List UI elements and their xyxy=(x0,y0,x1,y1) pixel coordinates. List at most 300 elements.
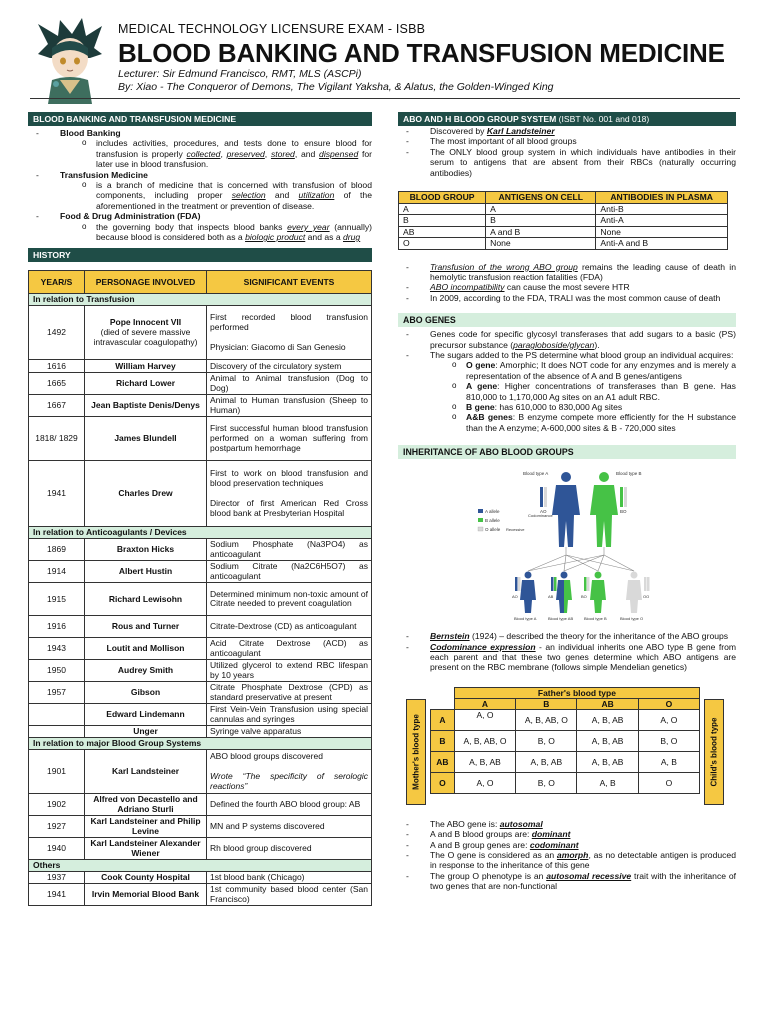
inheritance-bullet xyxy=(398,631,736,641)
child-label-box xyxy=(704,699,724,805)
parent-a-genotype: AO xyxy=(540,509,547,515)
event-text: Discovery of the circulatory system xyxy=(210,360,342,371)
blood-group-cell: B xyxy=(486,215,596,227)
gene-item xyxy=(430,360,736,381)
genes-sublist xyxy=(430,360,736,433)
section-heading-history: HISTORY xyxy=(28,248,372,262)
gene-description: : Higher concentrations of transferases than B gene. Has 810,000 to 1,170,000 Ag sites on an A1 adult RBC. xyxy=(466,381,736,402)
summary-part: amorph xyxy=(556,850,589,861)
abo-transfusion-bullet xyxy=(398,282,736,292)
intro-text-part: biologic product xyxy=(245,232,306,243)
abo-bullets xyxy=(398,126,736,178)
summary-part: A and B blood groups are: xyxy=(430,829,532,840)
history-personage xyxy=(85,794,207,816)
abo-transfusion-part: Transfusion of the wrong ABO group xyxy=(430,261,578,272)
abo-bullet-part: The ONLY blood group system in which individuals have antibodies in their serum to antigens that are absent from their RBCs (naturally occurring antibodies) xyxy=(430,146,736,178)
history-event xyxy=(207,395,372,417)
blood-group-cell: None xyxy=(596,226,728,238)
blood-group-cell: B xyxy=(399,215,486,227)
history-personage xyxy=(85,682,207,704)
history-year: 1950 xyxy=(29,660,85,682)
section-heading-intro: BLOOD BANKING AND TRANSFUSION MEDICINE xyxy=(28,112,372,126)
history-event xyxy=(207,360,372,373)
table-row xyxy=(29,660,372,682)
summary-bullet xyxy=(398,850,736,871)
punnett-cell: A, O xyxy=(454,772,515,793)
history-personage xyxy=(85,616,207,638)
summary-part: The O gene is considered as an xyxy=(430,850,557,861)
abo-transfusion-part: can cause the most severe HTR xyxy=(504,282,630,293)
history-year: 1667 xyxy=(29,395,85,417)
personage-name: Cook County Hospital xyxy=(101,872,190,883)
genes-bullet xyxy=(398,329,736,350)
genes-bullet-part: ). xyxy=(594,339,600,350)
page-header xyxy=(0,0,768,110)
summary-part: The group O phenotype is an xyxy=(430,870,547,881)
punnett-cell: B, O xyxy=(638,730,699,751)
intro-text-part: utilization xyxy=(298,190,335,201)
personage-name: Jean Baptiste Denis/Denys xyxy=(91,400,200,411)
history-event xyxy=(207,872,372,884)
history-header-year: YEAR/S xyxy=(29,271,85,294)
recessive-label: Recessive xyxy=(506,527,525,533)
intro-term: Blood Banking xyxy=(60,128,121,138)
history-year: 1616 xyxy=(29,360,85,373)
event-text: Sodium Phosphate (Na3PO4) as anticoagulant xyxy=(210,539,368,559)
blood-group-cell: A xyxy=(399,203,486,215)
history-year: 1916 xyxy=(29,616,85,638)
history-year: 1940 xyxy=(29,838,85,860)
table-row xyxy=(29,616,372,638)
inheritance-term: Bernstein xyxy=(430,631,470,642)
punnett-cell: A, O xyxy=(638,709,699,730)
inheritance-text: (1924) – described the theory for the inheritance of the ABO groups xyxy=(469,631,729,642)
child-ab-genotype: AB xyxy=(548,594,554,600)
personage-name: Karl Landsteiner Alexander Wiener xyxy=(90,838,201,858)
history-event xyxy=(207,660,372,682)
genes-bullet xyxy=(398,350,736,433)
table-row xyxy=(29,794,372,816)
history-event xyxy=(207,373,372,395)
blood-group-header: ANTIGENS ON CELL xyxy=(486,192,596,204)
event-text: Syringe valve apparatus xyxy=(210,726,302,737)
history-year: 1492 xyxy=(29,306,85,360)
intro-text-part: for later use in blood transfusion. xyxy=(96,148,373,170)
table-row xyxy=(431,751,700,772)
abo-bullet-part: Discovered by xyxy=(430,126,487,136)
punnett-cell: A, O xyxy=(454,709,515,730)
punnett-cell: A, B, AB, O xyxy=(516,709,577,730)
child-a-figure xyxy=(520,572,536,614)
intro-text-part: of the aforementioned in the treatment or prevention of disease. xyxy=(96,190,372,211)
abo-transfusion-part: ABO incompatibility xyxy=(430,282,505,293)
summary-part: The ABO gene is: xyxy=(430,818,500,829)
abo-heading-suffix: (ISBT No. 001 and 018) xyxy=(556,114,650,124)
history-year: 1869 xyxy=(29,539,85,561)
history-personage xyxy=(85,561,207,583)
legend-swatch-o xyxy=(478,527,483,531)
personage-name: Alfred von Decastello and Adriano Sturli xyxy=(93,794,198,814)
event-text: Rh blood group discovered xyxy=(210,843,312,854)
event-text: First to work on blood transfusion and blood preservation techniques xyxy=(210,468,368,489)
child-a-label: Blood type A xyxy=(514,616,537,622)
table-row xyxy=(29,872,372,884)
history-year: 1937 xyxy=(29,872,85,884)
history-year: 1927 xyxy=(29,816,85,838)
blood-group-cell: O xyxy=(399,238,486,250)
event-text: MN and P systems discovered xyxy=(210,821,325,832)
history-group-label: In relation to Transfusion xyxy=(29,294,372,306)
father-type-header: O xyxy=(638,698,699,709)
child-o-genotype: OO xyxy=(643,594,650,600)
abo-bullet xyxy=(398,126,736,136)
history-event xyxy=(207,816,372,838)
legend-swatch-a xyxy=(478,509,483,513)
gene-name: O gene xyxy=(466,360,496,371)
history-personage xyxy=(85,417,207,461)
genes-bullet-text: The sugars added to the PS determine what blood group an individual acquires: xyxy=(430,349,734,360)
summary-bullet xyxy=(398,840,736,850)
section-heading-genes: ABO GENES xyxy=(398,313,736,327)
history-event xyxy=(207,884,372,906)
intro-definition xyxy=(60,180,372,211)
event-text: Sodium Citrate (Na2C6H5O7) as anticoagulant xyxy=(210,561,368,581)
event-text: Citrate Phosphate Dextrose (CPD) as standard preservative at present xyxy=(210,682,368,702)
table-row xyxy=(29,539,372,561)
summary-part: autosomal xyxy=(499,818,543,829)
child-a-genotype: AO xyxy=(512,594,518,600)
abo-transfusion-bullet xyxy=(398,262,736,283)
mother-type-header: B xyxy=(431,730,455,751)
punnett-cell: B, O xyxy=(516,772,577,793)
history-year: 1943 xyxy=(29,638,85,660)
personage-name: Albert Hustin xyxy=(118,566,173,577)
child-ab-figure xyxy=(556,572,572,614)
table-row xyxy=(29,583,372,616)
page-title: BLOOD BANKING AND TRANSFUSION MEDICINE xyxy=(118,38,725,68)
history-group-row xyxy=(29,294,372,306)
character-avatar-icon xyxy=(30,14,110,104)
legend-b-label: B allele xyxy=(485,518,500,524)
intro-item xyxy=(28,128,372,170)
history-event xyxy=(207,750,372,794)
history-event xyxy=(207,794,372,816)
history-group-label: In relation to major Blood Group Systems xyxy=(29,738,372,750)
legend-a-label: A allele xyxy=(485,509,500,515)
punnett-cell: A, B, AB xyxy=(454,751,515,772)
abo-transfusion-bullets xyxy=(398,262,736,304)
summary-part: autosomal recessive xyxy=(546,870,632,881)
intro-text-part: , and xyxy=(294,148,320,159)
child-b-label: Blood type B xyxy=(584,616,607,622)
child-ab-label: Blood type AB xyxy=(548,616,574,622)
history-personage xyxy=(85,306,207,360)
history-personage xyxy=(85,726,207,738)
event-text: Animal to Animal transfusion (Dog to Dog) xyxy=(210,373,368,393)
inheritance-text: - an individual inherits one ABO type B gene from each parent and that these two genes determine which ABO antigens are present on the RBC membrane (follows simple Mendelian genetics) xyxy=(430,641,737,673)
table-row xyxy=(29,838,372,860)
intro-text-part: collected xyxy=(186,148,221,159)
parent-a-label: Blood type A xyxy=(523,471,549,477)
history-group-label: In relation to Anticoagulants / Devices xyxy=(29,527,372,539)
history-event xyxy=(207,616,372,638)
intro-term: Food & Drug Administration (FDA) xyxy=(60,211,201,222)
intro-sublist xyxy=(60,222,372,243)
history-personage xyxy=(85,360,207,373)
intro-text-part: selection xyxy=(231,190,266,201)
exam-subtitle: MEDICAL TECHNOLOGY LICENSURE EXAM - ISBB xyxy=(118,22,426,36)
personage-name: Karl Landsteiner xyxy=(111,766,180,777)
history-event xyxy=(207,838,372,860)
table-row xyxy=(29,704,372,726)
gene-name: B gene xyxy=(466,402,495,412)
summary-bullet xyxy=(398,871,736,892)
event-text: Utilized glycerol to extend RBC lifespan by 10 years xyxy=(210,660,368,680)
table-row xyxy=(399,226,728,238)
history-personage xyxy=(85,838,207,860)
history-header-events: SIGNIFICANT EVENTS xyxy=(207,271,372,294)
legend-o-label: O allele xyxy=(485,527,501,533)
abo-bullet xyxy=(398,136,736,146)
codominance-label: Codominance xyxy=(528,513,553,519)
event-text: Citrate-Dextrose (CD) as anticoagulant xyxy=(210,621,357,632)
personage-name: Pope Innocent VII xyxy=(109,317,182,328)
parent-b-figure xyxy=(590,472,618,547)
personage-name: James Blundell xyxy=(114,433,177,444)
table-row xyxy=(399,203,728,215)
punnett-cell: A, B, AB xyxy=(577,709,638,730)
summary-bullet xyxy=(398,819,736,829)
intro-definition xyxy=(60,222,372,243)
personage-name: Loutit and Mollison xyxy=(106,643,185,654)
table-row xyxy=(29,816,372,838)
intro-definition xyxy=(60,138,372,169)
history-personage xyxy=(85,583,207,616)
event-text: 1st blood bank (Chicago) xyxy=(210,872,305,883)
child-o-figure xyxy=(626,572,642,614)
history-personage xyxy=(85,638,207,660)
intro-text-part: stored xyxy=(270,148,295,159)
history-event xyxy=(207,583,372,616)
punnett-cell: A, B, AB, O xyxy=(454,730,515,751)
table-row xyxy=(29,306,372,360)
history-year: 1957 xyxy=(29,682,85,704)
table-row xyxy=(29,726,372,738)
event-text-secondary: Director of first American Red Cross blood bank at Presbyterian Hospital xyxy=(210,497,368,518)
history-group-label: Others xyxy=(29,860,372,872)
event-text-secondary: Wrote “The specificity of serologic reactions” xyxy=(210,771,368,791)
personage-name: Richard Lower xyxy=(115,378,176,389)
history-personage xyxy=(85,816,207,838)
personage-name: Karl Landsteiner and Philip Levine xyxy=(90,816,201,836)
inheritance-bullets xyxy=(398,631,736,673)
intro-sublist xyxy=(60,180,372,211)
inheritance-diagram xyxy=(398,465,736,625)
section-heading-abo xyxy=(398,112,736,126)
abo-gene-summary xyxy=(398,819,736,892)
punnett-block xyxy=(406,687,724,805)
history-group-row xyxy=(29,860,372,872)
table-row xyxy=(29,561,372,583)
table-row xyxy=(29,750,372,794)
event-text: First recorded blood transfusion performed xyxy=(210,312,368,333)
table-row xyxy=(29,373,372,395)
summary-part: A and B group genes are: xyxy=(430,839,530,850)
punnett-cell: A, B, AB xyxy=(516,751,577,772)
history-personage xyxy=(85,373,207,395)
punnett-cell: A, B, AB xyxy=(577,751,638,772)
personage-name: William Harvey xyxy=(115,360,176,371)
abo-bullet-part: The most important of all blood groups xyxy=(430,136,577,147)
event-text: First Vein-Vein Transfusion using special cannulas and syringes xyxy=(210,704,368,724)
lecturer-line: Lecturer: Sir Edmund Francisco, RMT, MLS (ASCPi) xyxy=(118,68,362,80)
gene-description: : has 610,000 to 830,000 Ag sites xyxy=(494,402,623,412)
intro-text-part: the governing body that inspects blood banks xyxy=(96,221,288,232)
punnett-cell: A, B xyxy=(638,751,699,772)
event-text: Acid Citrate Dextrose (ACD) as anticoagulant xyxy=(210,638,368,658)
father-type-header: AB xyxy=(577,698,638,709)
inheritance-connectors xyxy=(528,547,634,571)
blood-group-cell: A and B xyxy=(486,226,596,238)
history-year xyxy=(29,704,85,726)
history-event xyxy=(207,461,372,527)
table-row xyxy=(29,360,372,373)
personage-name: Rous and Turner xyxy=(111,621,180,632)
header-divider xyxy=(30,98,740,99)
history-event xyxy=(207,539,372,561)
history-personage xyxy=(85,461,207,527)
summary-part: trait with the inheritance of two genes that are non-functional xyxy=(430,870,736,892)
gene-item xyxy=(430,412,736,433)
mother-type-header: A xyxy=(431,709,455,730)
history-personage xyxy=(85,395,207,417)
intro-item xyxy=(28,211,372,242)
parent-b-chromosome-2 xyxy=(624,487,627,507)
abo-transfusion-bullet xyxy=(398,293,736,303)
summary-part: , as no detectable antigen is produced in response to the inheritance of this gene xyxy=(430,850,736,871)
section-heading-inheritance: INHERITANCE OF ABO BLOOD GROUPS xyxy=(398,445,736,459)
gene-name: A&B genes xyxy=(466,412,513,423)
intro-list xyxy=(28,128,372,242)
history-year: 1915 xyxy=(29,583,85,616)
blood-group-cell: A xyxy=(486,203,596,215)
history-event xyxy=(207,726,372,738)
abo-heading-text: ABO AND H BLOOD GROUP SYSTEM xyxy=(403,114,557,124)
table-row xyxy=(29,884,372,906)
event-text: First successful human blood transfusion performed on a woman suffering from postpartum hemorrhage xyxy=(210,423,368,453)
blood-group-header: ANTIBODIES IN PLASMA xyxy=(596,192,728,204)
parent-b-genotype: BO xyxy=(620,509,627,515)
history-personage xyxy=(85,660,207,682)
history-year: 1914 xyxy=(29,561,85,583)
mother-blood-type-label: Mother's blood type xyxy=(411,714,421,790)
history-group-row xyxy=(29,527,372,539)
personage-name: Charles Drew xyxy=(118,488,173,499)
child-b-genotype: BO xyxy=(581,594,587,600)
table-row xyxy=(431,709,700,730)
blood-group-cell: Anti-B xyxy=(596,203,728,215)
intro-text-part: every year xyxy=(287,221,330,232)
personage-name: Richard Lewisohn xyxy=(108,593,183,604)
inheritance-bullet xyxy=(398,642,736,673)
table-row xyxy=(29,417,372,461)
table-row xyxy=(29,461,372,527)
history-year: 1941 xyxy=(29,461,85,527)
table-row xyxy=(399,215,728,227)
event-text: 1st community based blood center (San Francisco) xyxy=(210,884,368,904)
inheritance-term: Codominance expression xyxy=(430,641,536,652)
child-b-figure xyxy=(590,572,606,614)
legend-swatch-b xyxy=(478,518,483,522)
punnett-cell: O xyxy=(638,772,699,793)
history-year: 1941 xyxy=(29,884,85,906)
history-year: 1901 xyxy=(29,750,85,794)
intro-text-part: includes activities, procedures, and tests done to ensure blood for transfusion is properly xyxy=(96,138,372,159)
table-row xyxy=(431,730,700,751)
event-text: Animal to Human transfusion (Sheep to Human) xyxy=(210,395,368,415)
table-row xyxy=(29,395,372,417)
abo-transfusion-part: remains the leading cause of death in hemolytic transfusion reaction fatalities (FDA) xyxy=(430,261,737,282)
intro-text-part: (annually) because blood is considered both as a xyxy=(96,221,373,243)
genes-list xyxy=(398,329,736,433)
event-text-secondary: Physician: Giacomo di San Genesio xyxy=(210,341,346,352)
abo-bullet xyxy=(398,147,736,178)
personage-note: (died of severe massive intravascular coagulopathy) xyxy=(93,327,198,347)
parent-b-chromosome-1 xyxy=(620,487,623,507)
intro-text-part: and as a xyxy=(305,232,344,243)
personage-name: Irvin Memorial Blood Bank xyxy=(91,889,200,900)
mother-type-header: AB xyxy=(431,751,455,772)
abo-bullet-part: Karl Landsteiner xyxy=(486,126,555,136)
history-year: 1665 xyxy=(29,373,85,395)
table-row xyxy=(29,638,372,660)
blood-group-cell: Anti-A and B xyxy=(596,238,728,250)
personage-name: Edward Lindemann xyxy=(106,709,185,720)
gene-item xyxy=(430,402,736,412)
genes-bullet-part: paragloboside/glycan xyxy=(513,339,595,350)
author-line: By: Xiao - The Conqueror of Demons, The Vigilant Yaksha, & Alatus, the Golden-Winged King xyxy=(118,81,554,93)
punnett-table xyxy=(430,687,700,794)
blood-group-header: BLOOD GROUP xyxy=(399,192,486,204)
abo-blood-group-table xyxy=(398,191,728,250)
personage-name: Audrey Smith xyxy=(117,665,174,676)
history-year xyxy=(29,726,85,738)
punnett-cell: A, B xyxy=(577,772,638,793)
history-group-row xyxy=(29,738,372,750)
child-blood-type-label: Child's blood type xyxy=(709,717,719,787)
summary-part: codominant xyxy=(529,839,579,850)
parent-a-figure xyxy=(552,472,580,547)
gene-item xyxy=(430,381,736,402)
blood-group-cell: AB xyxy=(399,226,486,238)
gene-name: A gene xyxy=(466,381,498,392)
child-o-label: Blood type O xyxy=(620,616,644,622)
history-event xyxy=(207,417,372,461)
parent-a-chromosome-2 xyxy=(544,487,547,507)
gene-description: : Amorphic; It does NOT code for any enzymes and is merely a representation of the absence of A and B genes/antigens xyxy=(466,360,736,381)
right-column xyxy=(398,112,736,892)
mother-label-box xyxy=(406,699,426,805)
personage-name: Braxton Hicks xyxy=(116,544,175,555)
personage-name: Gibson xyxy=(130,687,161,698)
table-row xyxy=(431,772,700,793)
inheritance-figure xyxy=(398,465,736,625)
blood-group-cell: None xyxy=(486,238,596,250)
table-row xyxy=(399,238,728,250)
history-event xyxy=(207,638,372,660)
father-type-header: A xyxy=(454,698,515,709)
punnett-cell: A, B, AB xyxy=(577,730,638,751)
